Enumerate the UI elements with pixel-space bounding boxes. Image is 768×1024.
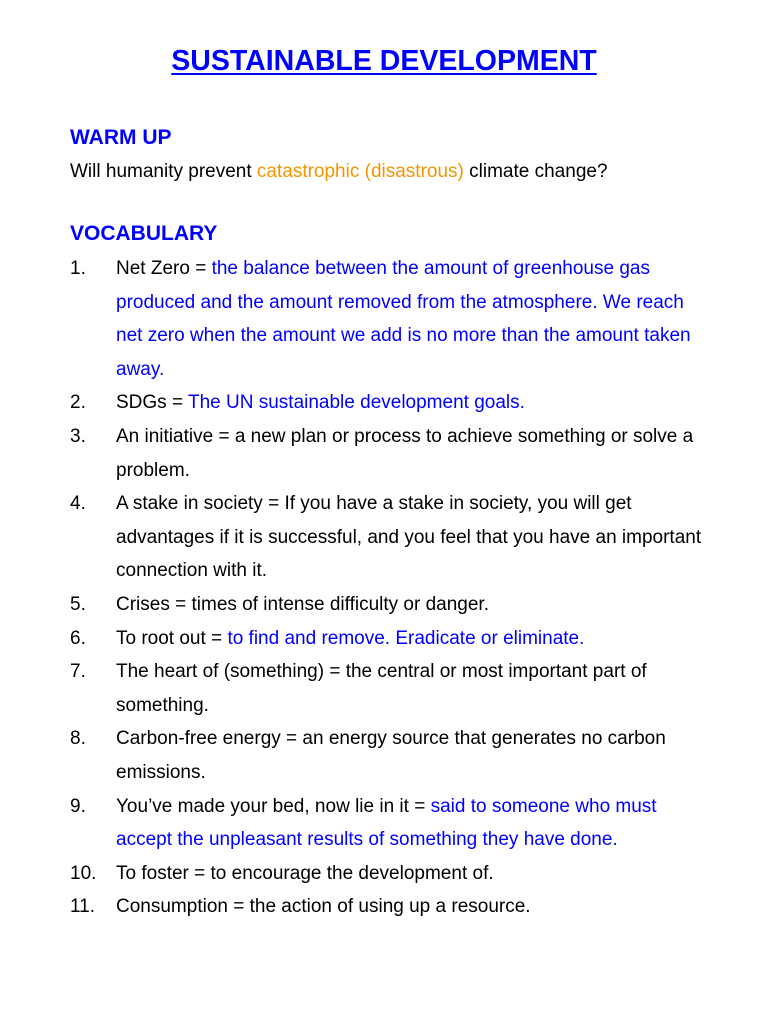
item-text [116,487,712,588]
item-text [116,420,712,487]
item-term: Net Zero = [116,258,212,279]
item-definition: the action of using up a resource. [249,896,531,918]
item-number: 10. [70,862,97,884]
vocabulary-item [70,890,712,924]
vocabulary-item [70,722,712,789]
item-definition: a new plan or process to achieve something or solve a problem. [116,425,694,481]
item-definition-highlight: the balance between the amount of greenhouse gas produced and the amount removed from the atmosphere. We reach net zero when the amount we add is no more than the amount taken away. [116,258,691,380]
item-term: Carbon-free energy = [116,728,303,750]
vocabulary-item [70,857,712,891]
item-definition: the central or most important part of something. [116,661,647,716]
item-number: 1. [70,258,86,279]
item-term: A stake in society = [116,493,285,515]
document-title: SUSTAINABLE DEVELOPMENT [171,45,597,77]
item-text [116,386,712,420]
vocabulary-item [70,655,712,722]
item-definition: times of intense difficulty or danger. [191,593,489,615]
item-text [116,857,712,891]
item-definition-highlight: said to someone who must accept the unpleasant results of something they have done. [116,795,657,851]
warm-up-question-highlight: catastrophic (disastrous) [256,161,464,182]
warm-up-heading: WARM UP [70,126,172,149]
item-term: Consumption = [116,896,250,918]
item-definition: If you have a stake in society, you will get advantages if it is successful, and you feel that you have an important connection with it. [116,493,702,582]
item-number: 11. [70,896,96,918]
item-number: 4. [70,493,86,515]
item-number: 8. [70,728,86,750]
item-text [116,722,712,789]
vocabulary-item [70,252,712,386]
warm-up-question-start: Will humanity prevent [70,161,257,182]
warm-up-question-end: climate change? [463,161,608,182]
item-number: 6. [70,627,86,649]
item-term: SDGs = [116,392,188,414]
item-term: To root out = [116,627,228,649]
item-term: Crises = [116,593,192,615]
item-text [116,588,712,622]
vocabulary-heading: VOCABULARY [70,222,218,245]
warm-up-question [70,158,712,186]
item-text [116,790,712,857]
vocabulary-item [70,420,712,487]
item-term: You’ve made your bed, now lie in it = [116,795,431,817]
item-number: 7. [70,661,86,683]
item-term: To foster = [116,862,211,884]
item-text [116,622,712,656]
item-definition: to encourage the development of. [210,862,494,884]
vocabulary-list [70,252,712,924]
item-term: The heart of (something) = [116,661,346,683]
item-number: 3. [70,425,86,447]
item-number: 9. [70,795,86,817]
vocabulary-item [70,790,712,857]
item-text [116,890,712,924]
item-text [116,252,712,386]
vocabulary-item [70,588,712,622]
vocabulary-item [70,622,712,656]
item-term: An initiative = [116,425,235,447]
item-definition-highlight: The UN sustainable development goals. [187,392,525,414]
item-definition: an energy source that generates no carbon emissions. [116,728,666,783]
item-number: 2. [70,392,86,414]
item-text [116,655,712,722]
vocabulary-item [70,386,712,420]
item-number: 5. [70,593,86,615]
item-definition-highlight: to find and remove. Eradicate or eliminate. [227,627,585,649]
vocabulary-item [70,487,712,588]
